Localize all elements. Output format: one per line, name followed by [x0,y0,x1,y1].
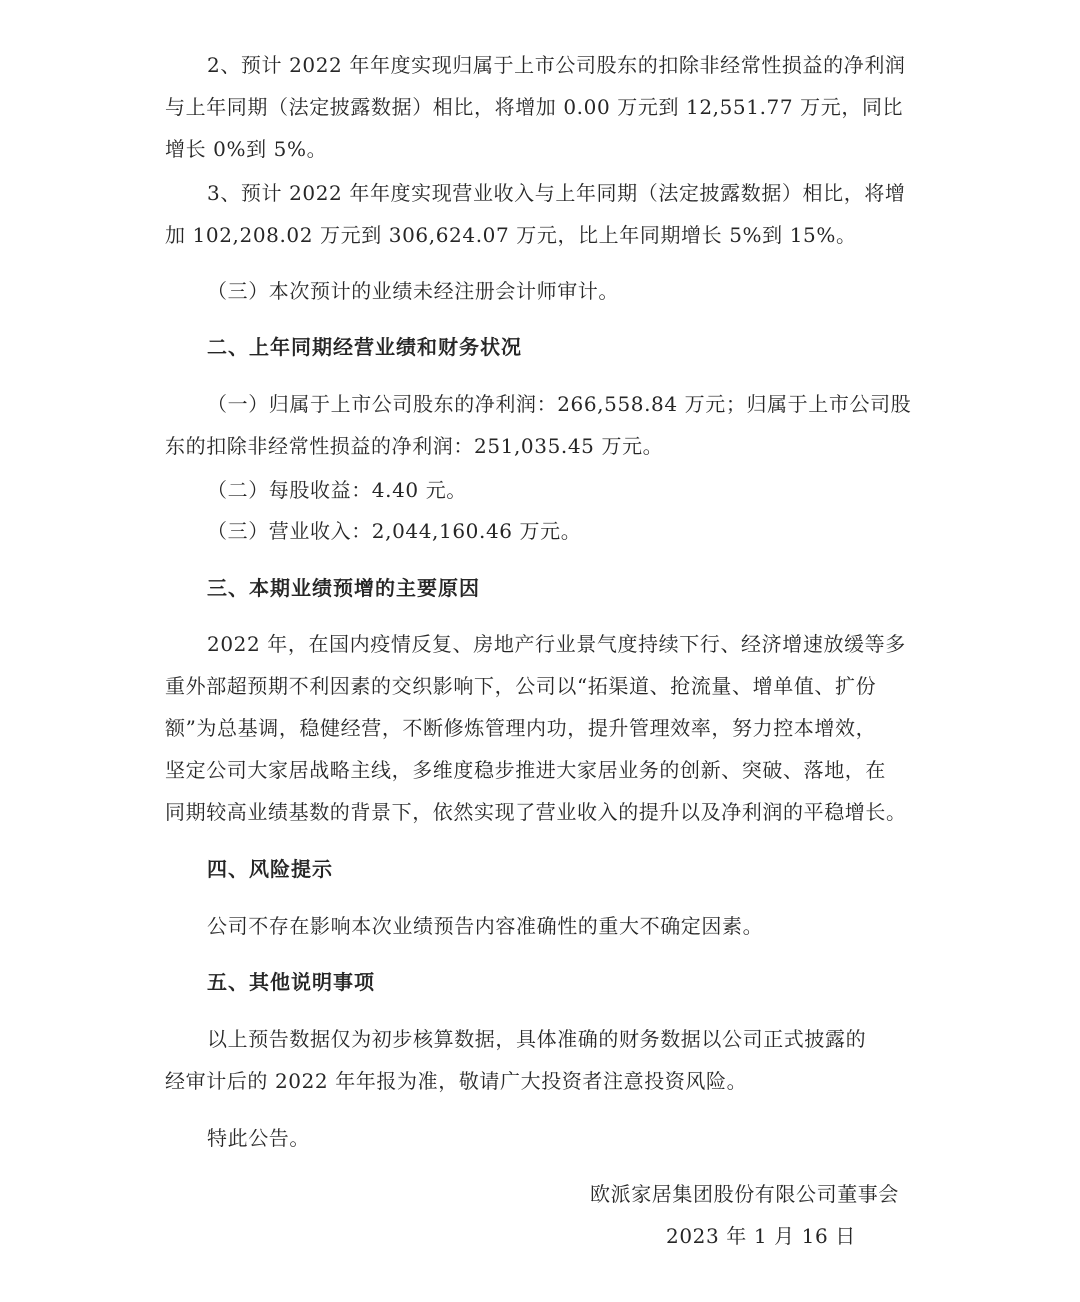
item2-line1: 2、预计 2022 年年度实现归属于上市公司股东的扣除非经常性损益的净利润 [207,53,906,77]
section4-heading: 四、风险提示 [207,857,333,881]
section2-item1-line2: 东的扣除非经常性损益的净利润：251,035.45 万元。 [165,434,664,458]
section2-item3: （三）营业收入：2,044,160.46 万元。 [207,519,582,543]
signature-company: 欧派家居集团股份有限公司董事会 [590,1182,899,1206]
section3-line-4: 坚定公司大家居战略主线，多维度稳步推进大家居业务的创新、突破、落地，在 [165,758,886,782]
item3-line2: 加 102,208.02 万元到 306,624.07 万元，比上年同期增长 5%到 15%。 [165,223,857,247]
section3-line-1: 2022 年，在国内疫情反复、房地产行业景气度持续下行、经济增速放缓等多 [207,632,906,656]
section2-item1-line1: （一）归属于上市公司股东的净利润：266,558.84 万元；归属于上市公司股 [207,392,912,416]
section5-line2: 经审计后的 2022 年年报为准，敬请广大投资者注意投资风险。 [165,1069,748,1093]
section2-item2: （二）每股收益：4.40 元。 [207,478,467,502]
item3-line1: 3、预计 2022 年年度实现营业收入与上年同期（法定披露数据）相比，将增 [207,181,906,205]
closing-text: 特此公告。 [207,1126,310,1150]
section2-heading: 二、上年同期经营业绩和财务状况 [207,335,522,359]
section4-text: 公司不存在影响本次业绩预告内容准确性的重大不确定因素。 [207,914,764,938]
section3-line-5: 同期较高业绩基数的背景下，依然实现了营业收入的提升以及净利润的平稳增长。 [165,800,907,824]
section3-line-3: 额”为总基调，稳健经营，不断修炼管理内功，提升管理效率，努力控本增效， [165,716,877,740]
audit-note: （三）本次预计的业绩未经注册会计师审计。 [207,279,619,303]
item2-line2: 与上年同期（法定披露数据）相比，将增加 0.00 万元到 12,551.77 万元，同比 [165,95,904,119]
section3-line-2: 重外部超预期不利因素的交织影响下，公司以“拓渠道、抢流量、增单值、扩份 [165,674,877,698]
item2-line3: 增长 0%到 5%。 [165,137,328,161]
signature-date: 2023 年 1 月 16 日 [666,1224,856,1248]
section5-heading: 五、其他说明事项 [207,970,375,994]
section3-heading: 三、本期业绩预增的主要原因 [207,576,480,600]
section5-line1: 以上预告数据仅为初步核算数据，具体准确的财务数据以公司正式披露的 [207,1027,867,1051]
